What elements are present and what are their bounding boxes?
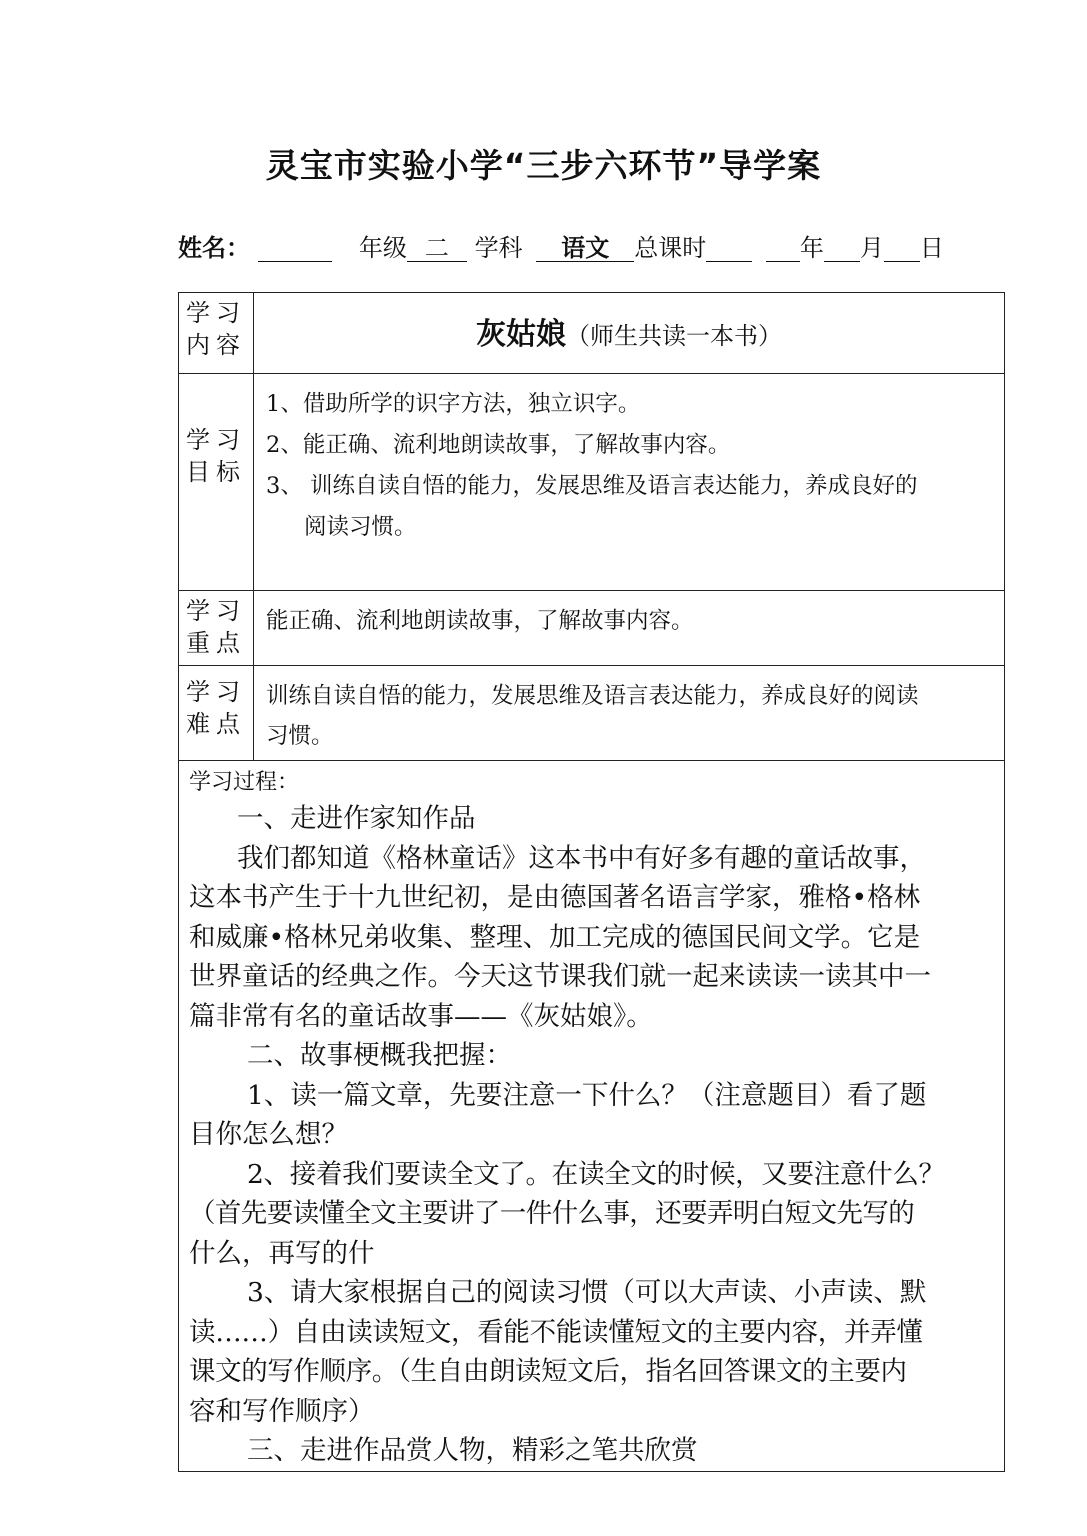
paragraph-line: （首先要读懂全文主要讲了一件什么事，还要弄明白短文先写的 (189, 1198, 915, 1229)
row-learning-content (179, 293, 1005, 374)
paragraph-line: 什么，再写的什 (189, 1237, 375, 1269)
paragraph-line: 这本书产生于十九世纪初，是由德国著名语言学家，雅格•格林 (189, 882, 921, 913)
process-cell (179, 761, 1005, 1472)
goal-item: 3、 训练自读自悟的能力，发展思维及语言表达能力，养成良好的 (266, 473, 918, 499)
goal-item-continuation: 阅读习惯。 (304, 514, 417, 540)
difficulty-text: 训练自读自悟的能力，发展思维及语言表达能力，养成良好的阅读 习惯。 (254, 666, 1005, 761)
total-hours-blank (706, 235, 752, 262)
paragraph-line: 和威廉•格林兄弟收集、整理、加工完成的德国民间文学。它是 (189, 921, 921, 953)
paragraph-line: 世界童话的经典之作。今天这节课我们就一起来读读一读其中一 (189, 961, 931, 992)
paragraph-line: 1、读一篇文章，先要注意一下什么？（注意题目）看了题 (247, 1079, 927, 1111)
section-heading: 二、故事梗概我把握： (247, 1040, 512, 1071)
row-learning-difficulty (179, 666, 1005, 761)
month-blank (824, 235, 860, 262)
paragraph-line: 读……）自由读读短文，看能不能读懂短文的主要内容，并弄懂 (189, 1316, 923, 1348)
paragraph-line: 3、请大家根据自己的阅读习惯（可以大声读、小声读、默 (247, 1277, 927, 1308)
row-learning-process (179, 761, 1005, 1472)
process-header: 学习过程： (189, 770, 300, 795)
subject-value: 语文 (536, 235, 634, 262)
grade-value: 二 (407, 235, 467, 262)
grade-label: 年级 (358, 234, 407, 262)
lesson-title-cell (254, 293, 1005, 374)
paragraph-line: 我们都知道《格林童话》这本书中有好多有趣的童话故事， (237, 842, 926, 874)
paragraph-line: 2、接着我们要读全文了。在读全文的时候，又要注意什么？ (247, 1158, 945, 1190)
subject-label: 学科 (474, 234, 523, 262)
focus-text: 能正确、流利地朗读故事，了解故事内容。 (254, 591, 1005, 666)
label-learning-difficulty: 学习 难点 (179, 666, 254, 761)
page-title: 灵宝市实验小学“三步六环节”导学案 (265, 146, 822, 185)
day-label: 日 (919, 234, 944, 262)
year-blank (766, 235, 800, 262)
lesson-plan-table (178, 292, 1005, 1472)
label-learning-focus: 学习 重点 (179, 591, 254, 666)
name-label: 姓名： (178, 234, 250, 262)
lesson-subtitle: （师生共读一本书） (566, 322, 782, 350)
name-blank (258, 235, 332, 262)
day-blank (884, 235, 920, 262)
year-label: 年 (799, 234, 824, 262)
label-learning-goals: 学习 目标 (179, 374, 254, 591)
goal-item: 1、借助所学的识字方法，独立识字。 (266, 391, 641, 417)
paragraph-line: 目你怎么想？ (189, 1119, 348, 1150)
label-learning-content: 学习 内容 (179, 293, 254, 374)
paragraph-line: 容和写作顺序） (189, 1395, 375, 1427)
section-heading: 一、走进作家知作品 (237, 803, 476, 834)
row-learning-goals (179, 374, 1005, 591)
paragraph-line: 篇非常有名的童话故事——《灰姑娘》。 (189, 1000, 653, 1032)
paragraph-line: 课文的写作顺序。（生自由朗读短文后，指名回答课文的主要内 (189, 1356, 907, 1387)
goals-list (254, 374, 1005, 591)
row-learning-focus (179, 591, 1005, 666)
goal-item: 2、能正确、流利地朗读故事，了解故事内容。 (266, 432, 731, 458)
student-info-line (178, 228, 944, 263)
section-heading: 三、走进作品赏人物，精彩之笔共欣赏 (247, 1435, 698, 1466)
total-hours-label: 总课时 (634, 234, 707, 262)
month-label: 月 (859, 234, 884, 262)
lesson-title: 灰姑娘 (476, 317, 566, 352)
